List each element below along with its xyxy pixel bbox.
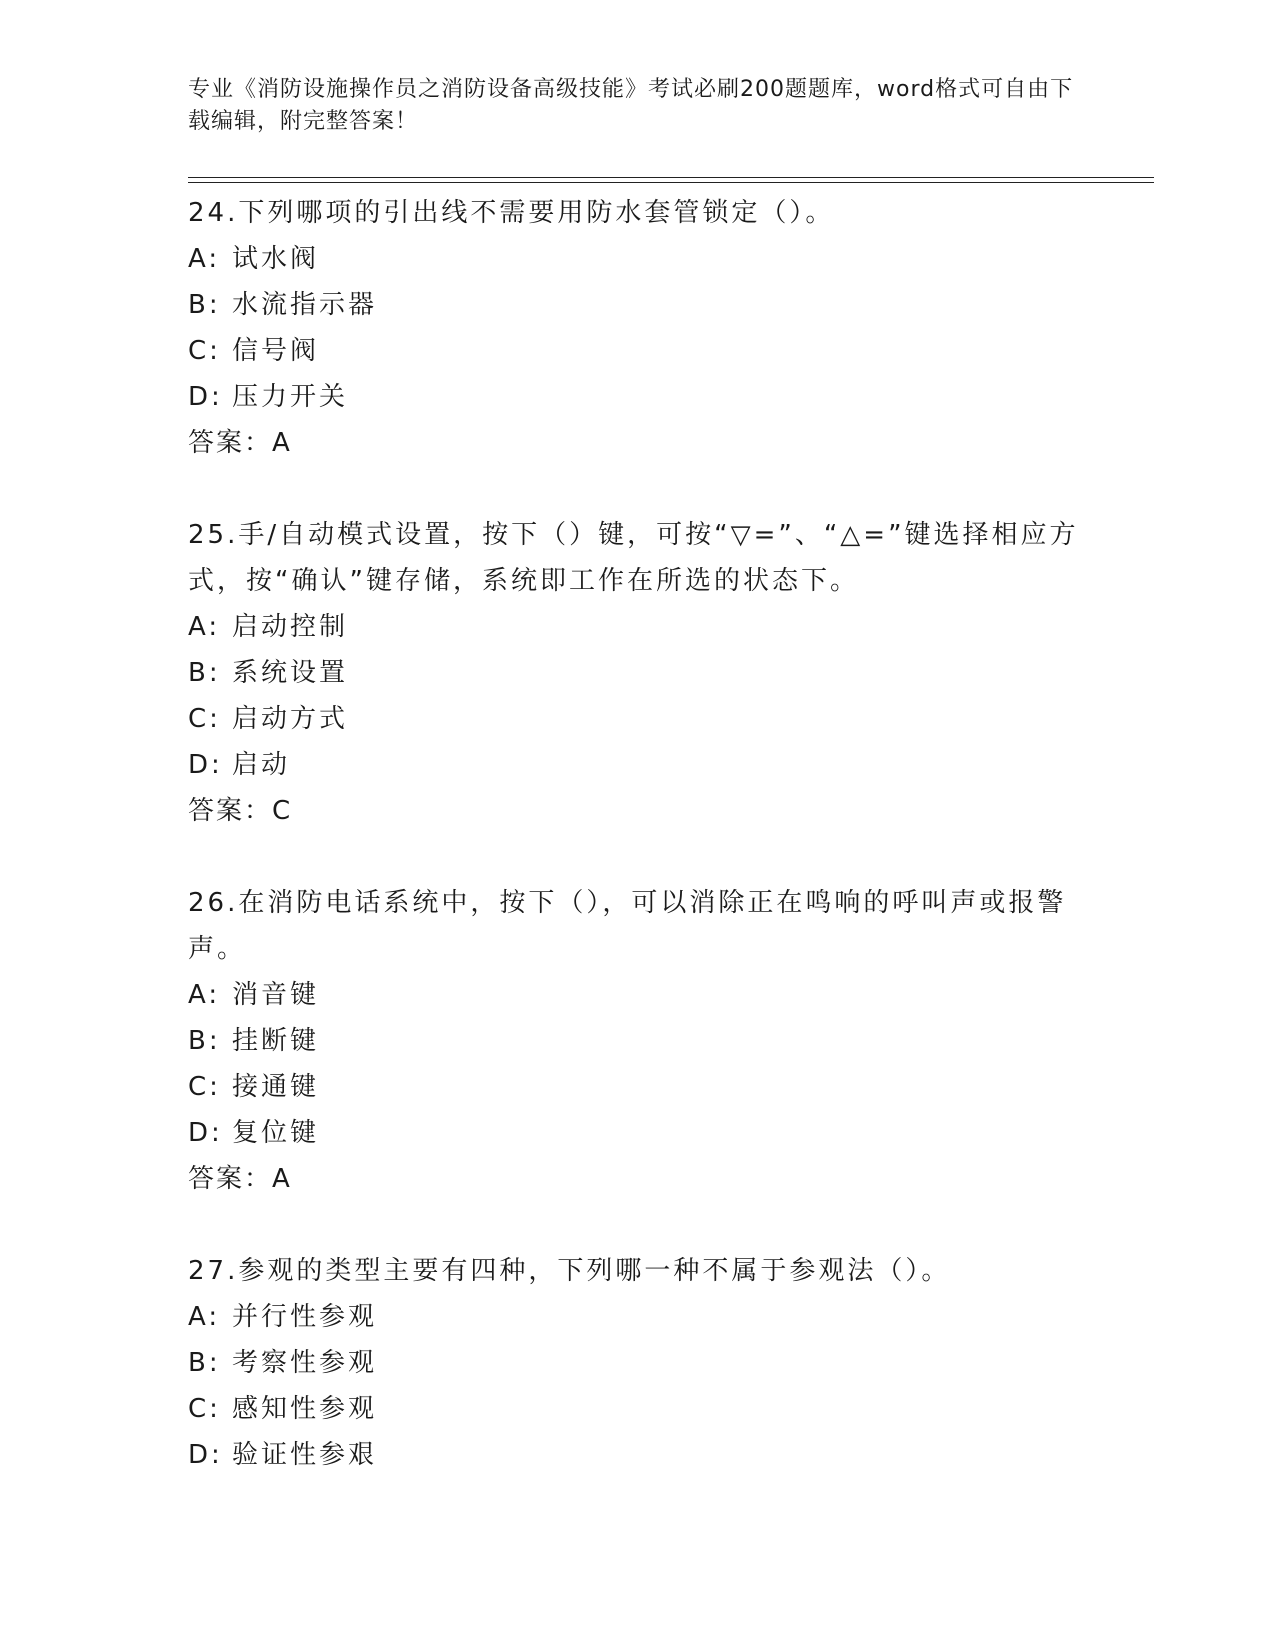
question-text: 下列哪项的引出线不需要用防水套管锁定（）。 (238, 198, 835, 228)
header-rule-bottom (188, 182, 1154, 183)
option-c (188, 328, 1088, 374)
option-letter: A: (188, 1302, 221, 1332)
option-letter: D: (188, 750, 223, 780)
option-b (188, 282, 1088, 328)
question-stem (188, 1248, 1088, 1294)
option-d (188, 742, 1088, 788)
option-c (188, 1386, 1088, 1432)
option-d (188, 1432, 1088, 1478)
option-b (188, 650, 1088, 696)
question-number: 27. (188, 1256, 239, 1286)
question-stem (188, 880, 1088, 972)
option-c (188, 696, 1088, 742)
option-b (188, 1018, 1088, 1064)
answer-value: A (272, 1164, 290, 1194)
question-stem (188, 190, 1088, 236)
option-letter: B: (188, 658, 221, 688)
option-text: 考察性参观 (232, 1348, 378, 1378)
question-number: 25. (188, 520, 239, 550)
option-d (188, 374, 1088, 420)
question-text: 参观的类型主要有四种，下列哪一种不属于参观法（）。 (238, 1256, 951, 1286)
answer-value: A (272, 428, 290, 458)
question-text: 手/自动模式设置，按下（）键，可按“▽=”、“△=”键选择相应方式，按“确认”键存储，系统即工作在所选的状态下。 (188, 520, 1079, 596)
option-letter: C: (188, 704, 221, 734)
question-25 (188, 512, 1088, 834)
option-text: 水流指示器 (232, 290, 378, 320)
option-text: 复位键 (232, 1118, 320, 1148)
option-text: 压力开关 (232, 382, 349, 412)
option-a (188, 1294, 1088, 1340)
option-letter: C: (188, 336, 221, 366)
option-d (188, 1110, 1088, 1156)
question-number: 24. (188, 198, 239, 228)
option-text: 试水阀 (232, 244, 320, 274)
option-letter: D: (188, 1440, 223, 1470)
answer-label: 答案： (188, 796, 273, 826)
option-letter: C: (188, 1072, 221, 1102)
option-text: 系统设置 (232, 658, 349, 688)
option-a (188, 236, 1088, 282)
option-letter: B: (188, 1026, 221, 1056)
question-26 (188, 880, 1088, 1202)
option-letter: B: (188, 290, 221, 320)
answer-line (188, 788, 1088, 834)
question-stem (188, 512, 1088, 604)
question-number: 26. (188, 888, 239, 918)
option-letter: C: (188, 1394, 221, 1424)
question-text: 在消防电话系统中，按下（），可以消除正在鸣响的呼叫声或报警声。 (188, 888, 1067, 964)
question-27 (188, 1248, 1088, 1478)
answer-line (188, 1156, 1088, 1202)
option-letter: D: (188, 1118, 223, 1148)
option-letter: D: (188, 382, 223, 412)
option-a (188, 972, 1088, 1018)
option-letter: A: (188, 980, 221, 1010)
option-letter: A: (188, 244, 221, 274)
option-text: 启动控制 (232, 612, 349, 642)
option-b (188, 1340, 1088, 1386)
document-header: 专业《消防设施操作员之消防设备高级技能》考试必刷200题题库，word格式可自由下载编辑，附完整答案！ (188, 77, 1074, 134)
option-a (188, 604, 1088, 650)
option-letter: B: (188, 1348, 221, 1378)
option-text: 验证性参艰 (232, 1440, 378, 1470)
answer-value: C (272, 796, 291, 826)
header-rule-top (188, 177, 1154, 178)
option-c (188, 1064, 1088, 1110)
answer-label: 答案： (188, 428, 273, 458)
option-text: 并行性参观 (232, 1302, 378, 1332)
question-24 (188, 190, 1088, 466)
option-text: 挂断键 (232, 1026, 320, 1056)
answer-line (188, 420, 1088, 466)
option-text: 接通键 (232, 1072, 320, 1102)
question-list (188, 190, 1088, 1524)
option-text: 信号阀 (232, 336, 320, 366)
option-text: 消音键 (232, 980, 320, 1010)
option-text: 感知性参观 (232, 1394, 378, 1424)
option-letter: A: (188, 612, 221, 642)
answer-label: 答案： (188, 1164, 273, 1194)
option-text: 启动方式 (232, 704, 349, 734)
option-text: 启动 (232, 750, 291, 780)
